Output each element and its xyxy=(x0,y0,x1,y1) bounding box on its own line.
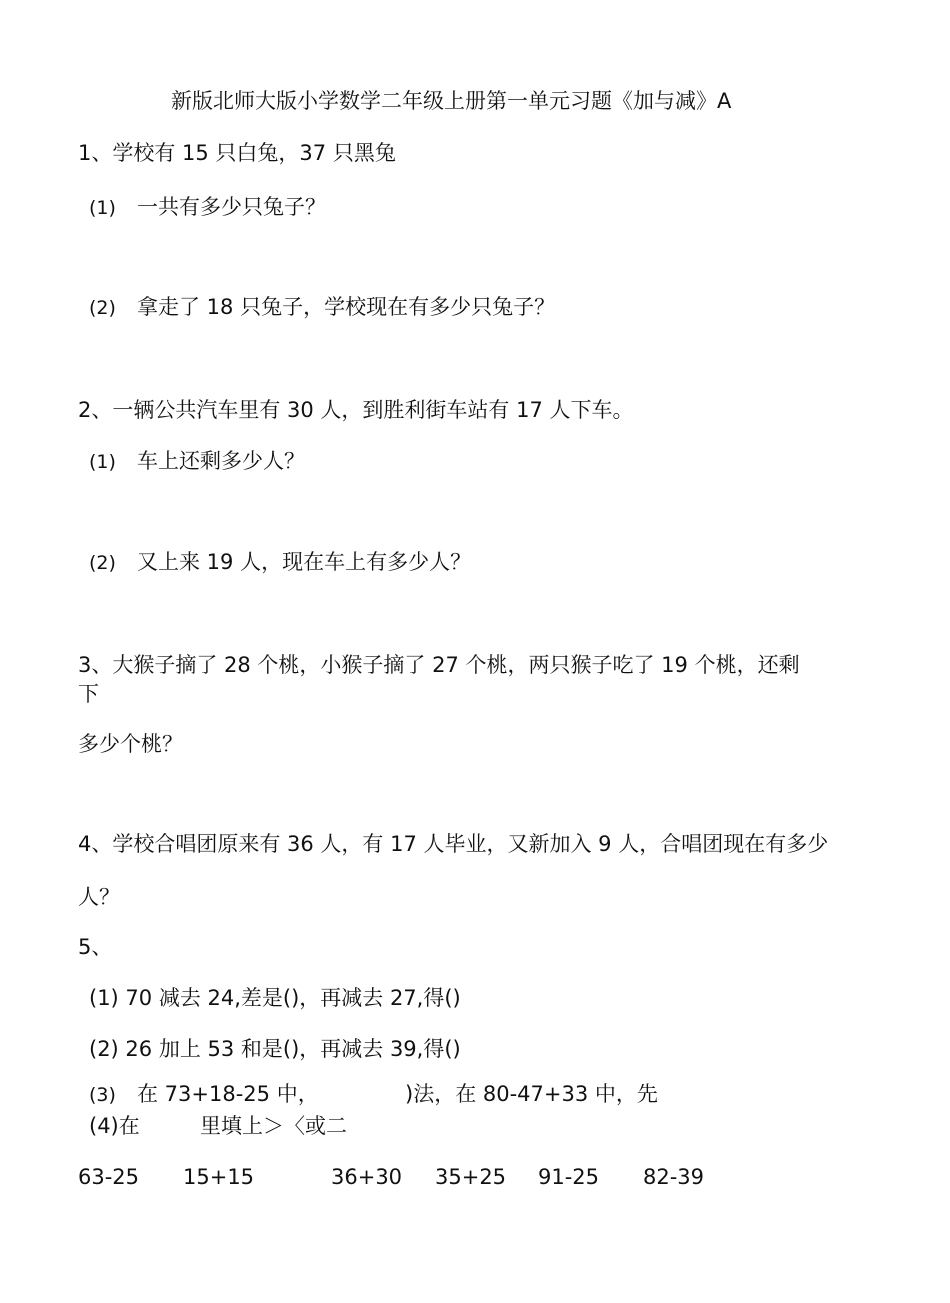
part-text: 车上还剩多少人？ xyxy=(137,449,305,473)
question-5-item-4-tail: 里填上＞〈或二 xyxy=(200,1114,347,1138)
question-5-label: 5、 xyxy=(78,935,113,959)
question-3-line-1: 3、大猴子摘了 28 个桃，小猴子摘了 27 个桃，两只猴子吃了 19 个桃，还剩 xyxy=(78,653,800,677)
part-text: 一共有多少只兔子？ xyxy=(137,195,326,219)
part-text: 又上来 19 人，现在车上有多少人？ xyxy=(137,550,472,574)
question-1: 1、学校有 15 只白兔，37 只黑兔 xyxy=(78,141,396,165)
question-2: 2、一辆公共汽车里有 30 人，到胜利街车站有 17 人下车。 xyxy=(78,398,634,422)
expression-6: 82-39 xyxy=(643,1165,705,1189)
question-3-line-3: 多少个桃？ xyxy=(78,732,183,756)
expression-2: 15+15 xyxy=(183,1165,255,1189)
question-4-line-2: 人？ xyxy=(78,885,120,909)
page-title: 新版北师大版小学数学二年级上册第一单元习题《加与减》A xyxy=(171,89,732,113)
question-5-item-3-tail: )法，在 80-47+33 中，先 xyxy=(405,1082,658,1106)
question-5-item-4: (4)在 xyxy=(89,1114,140,1138)
question-2-part-2 xyxy=(89,550,471,575)
expression-5: 91-25 xyxy=(538,1165,600,1189)
part-number: (1) xyxy=(89,451,116,473)
expression-1: 63-25 xyxy=(78,1165,140,1189)
part-number: (3) xyxy=(89,1084,116,1106)
question-1-part-2 xyxy=(89,295,555,320)
part-number: (1) xyxy=(89,197,116,219)
question-5-item-3 xyxy=(89,1082,319,1107)
question-5-item-1: (1) 70 减去 24,差是()，再减去 27,得() xyxy=(89,986,461,1010)
question-3-line-2: 下 xyxy=(78,682,99,706)
question-5-item-2: (2) 26 加上 53 和是()，再减去 39,得() xyxy=(89,1037,461,1061)
part-text: 拿走了 18 只兔子，学校现在有多少只兔子？ xyxy=(137,295,556,319)
part-number: (2) xyxy=(89,552,116,574)
part-number: (2) xyxy=(89,297,116,319)
question-4-line-1: 4、学校合唱团原来有 36 人，有 17 人毕业，又新加入 9 人，合唱团现在有多少 xyxy=(78,832,829,856)
item-3-text-a: 在 73+18-25 中， xyxy=(137,1082,319,1106)
expression-3: 36+30 xyxy=(331,1165,403,1189)
question-2-part-1 xyxy=(89,449,305,474)
expression-4: 35+25 xyxy=(435,1165,507,1189)
question-1-part-1 xyxy=(89,195,326,220)
